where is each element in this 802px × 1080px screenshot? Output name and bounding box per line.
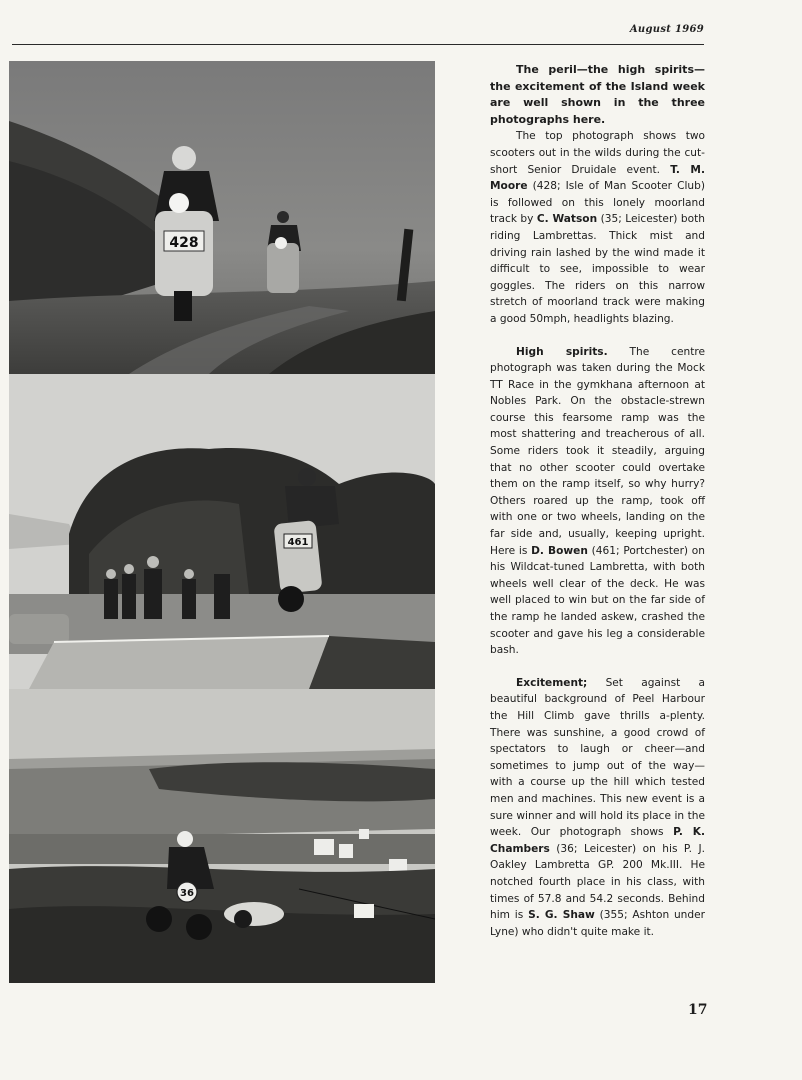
plate-428: 428 bbox=[169, 235, 199, 251]
name-watson: C. Watson bbox=[536, 213, 598, 226]
ramp-scene bbox=[9, 374, 435, 689]
photo-moorland-scooters bbox=[9, 61, 435, 374]
harbour-scene bbox=[9, 689, 435, 983]
article-column bbox=[490, 62, 705, 956]
name-chambers: P. K. Chambers bbox=[490, 826, 706, 855]
paragraph-high-spirits: High spirits. The centre photograph was taken during the Mock TT Race in the gymkhana afternoon at Nobles Park. On the obstacle-strewn course this fearsome ramp was the most shattering and treacherous of all. Some riders took it steadily, arguing that no other scooter could overtake them on the ramp itself, so why hurry? Others roared up the ramp, took off with one or two wheels, landing on the far side and, usually, keeping upright. Here is D. Bowen (461; Portchester) on his Wildcat-tuned Lambretta, with both wheels well clear of the deck. He was well placed to win but on the far side of the ramp he landed askew, crashed the scooter and gave his leg a considerable bash. bbox=[490, 345, 706, 657]
article-intro: The peril—the high spirits—the excitement of the Island week are well shown in the three photographs here. bbox=[490, 63, 705, 126]
moorland-scene bbox=[9, 61, 435, 374]
header-rule bbox=[12, 44, 704, 45]
paragraph-excitement: Excitement; Set against a beautiful background of Peel Harbour the Hill Climb gave thrills a-plenty. There was sunshine, a good crowd of spectators to laugh or cheer—and sometimes to jump out of the way—with a course up the hill which tested men and machines. This new event is a sure winner and will hold its place in the week. Our photograph shows P. K. Chambers (36; Leicester) on his P. J. Oakley Lambretta GP. 200 Mk.III. He notched fourth place in his class, with times of 57.8 and 54.2 seconds. Behind him is S. G. Shaw (355; Ashton under Lyne) who didn't quite make it. bbox=[490, 676, 706, 938]
name-moore: T. M. Moore bbox=[490, 163, 705, 193]
lead-high-spirits: High spirits. bbox=[516, 345, 608, 358]
plate-36: 36 bbox=[180, 888, 194, 899]
name-bowen: D. Bowen bbox=[531, 544, 588, 557]
name-shaw: S. G. Shaw bbox=[528, 909, 595, 922]
photo-hill-climb bbox=[9, 689, 435, 983]
lead-excitement: Excitement; bbox=[516, 676, 588, 689]
photo-ramp-jump bbox=[9, 374, 435, 689]
issue-date: August 1969 bbox=[629, 24, 704, 35]
photo-column bbox=[9, 61, 435, 983]
page-number: 17 bbox=[688, 1002, 708, 1018]
plate-461: 461 bbox=[287, 537, 309, 548]
paragraph-top-photo: The top photograph shows two scooters out in the wilds during the cut-short Senior Druidale event. T. M. Moore (428; Isle of Man Scooter Club) is followed on this lonely moorland track by C. Watson (35; Leicester) both riding Lambrettas. Thick mist and driving rain lashed by the wind made it difficult to see, impossible to wear goggles. The riders on this narrow stretch of moorland track were making a good 50mph, headlights blazing. bbox=[490, 130, 705, 325]
